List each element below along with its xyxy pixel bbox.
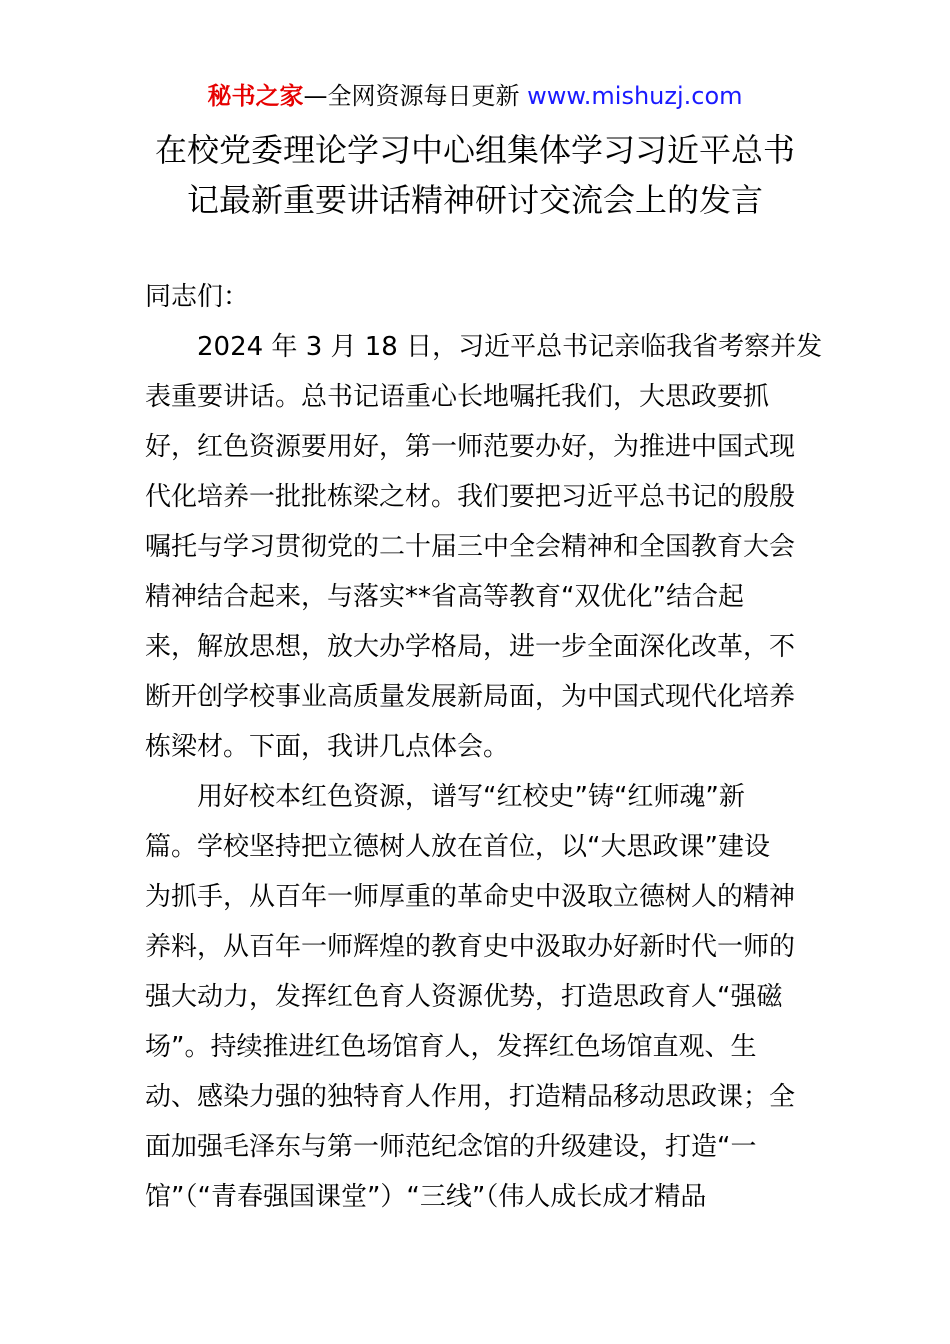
document-title — [120, 125, 830, 225]
paragraph-line: 好，红色资源要用好，第一师范要办好，为推进中国式现 — [145, 432, 796, 462]
paragraph-line: 表重要讲话。总书记语重心长地嘱托我们，大思政要抓 — [145, 382, 770, 412]
paragraph-1 — [145, 322, 823, 772]
paragraph-line: 篇。学校坚持把立德树人放在首位，以“大思政课”建设 — [145, 832, 770, 862]
paragraph-line: 用好校本红色资源，谱写“红校史”铸“红师魂”新 — [197, 782, 745, 812]
document-body — [145, 272, 823, 1222]
header-tagline: —全网资源每日更新 — [303, 82, 520, 110]
paragraph-line: 精神结合起来，与落实**省高等教育“双优化”结合起 — [145, 582, 744, 612]
paragraph-line: 2024 年 3 月 18 日，习近平总书记亲临我省考察并发 — [197, 332, 823, 362]
paragraph-line: 来，解放思想，放大办学格局，进一步全面深化改革，不 — [145, 632, 796, 662]
site-header — [0, 80, 950, 112]
paragraph-line: 强大动力，发挥红色育人资源优势，打造思政育人“强磁 — [145, 982, 783, 1012]
brand-name: 秘书之家 — [207, 82, 304, 110]
paragraph-line: 栋梁材。下面，我讲几点体会。 — [145, 732, 510, 762]
title-line-2: 记最新重要讲话精神研讨交流会上的发言 — [186, 181, 763, 219]
site-url-link[interactable]: www.mishuzj.com — [527, 82, 743, 110]
paragraph-line: 为抓手，从百年一师厚重的革命史中汲取立德树人的精神 — [145, 882, 796, 912]
paragraph-line: 面加强毛泽东与第一师范纪念馆的升级建设，打造“一 — [145, 1132, 757, 1162]
paragraph-line: 场”。持续推进红色场馆育人，发挥红色场馆直观、生 — [145, 1032, 757, 1062]
paragraph-line: 动、感染力强的独特育人作用，打造精品移动思政课；全 — [145, 1082, 796, 1112]
greeting: 同志们： — [145, 282, 250, 312]
paragraph-line: 代化培养一批批栋梁之材。我们要把习近平总书记的殷殷 — [145, 482, 796, 512]
paragraph-line: 嘱托与学习贯彻党的二十届三中全会精神和全国教育大会 — [145, 532, 796, 562]
paragraph-line: 馆”（“青春强国课堂”）“三线”（伟人成长成才精品 — [145, 1182, 707, 1212]
paragraph-line: 养料，从百年一师辉煌的教育史中汲取办好新时代一师的 — [145, 932, 796, 962]
paragraph-2 — [145, 772, 810, 1222]
title-line-1: 在校党委理论学习中心组集体学习习近平总书 — [154, 131, 795, 169]
paragraph-line: 断开创学校事业高质量发展新局面，为中国式现代化培养 — [145, 682, 796, 712]
